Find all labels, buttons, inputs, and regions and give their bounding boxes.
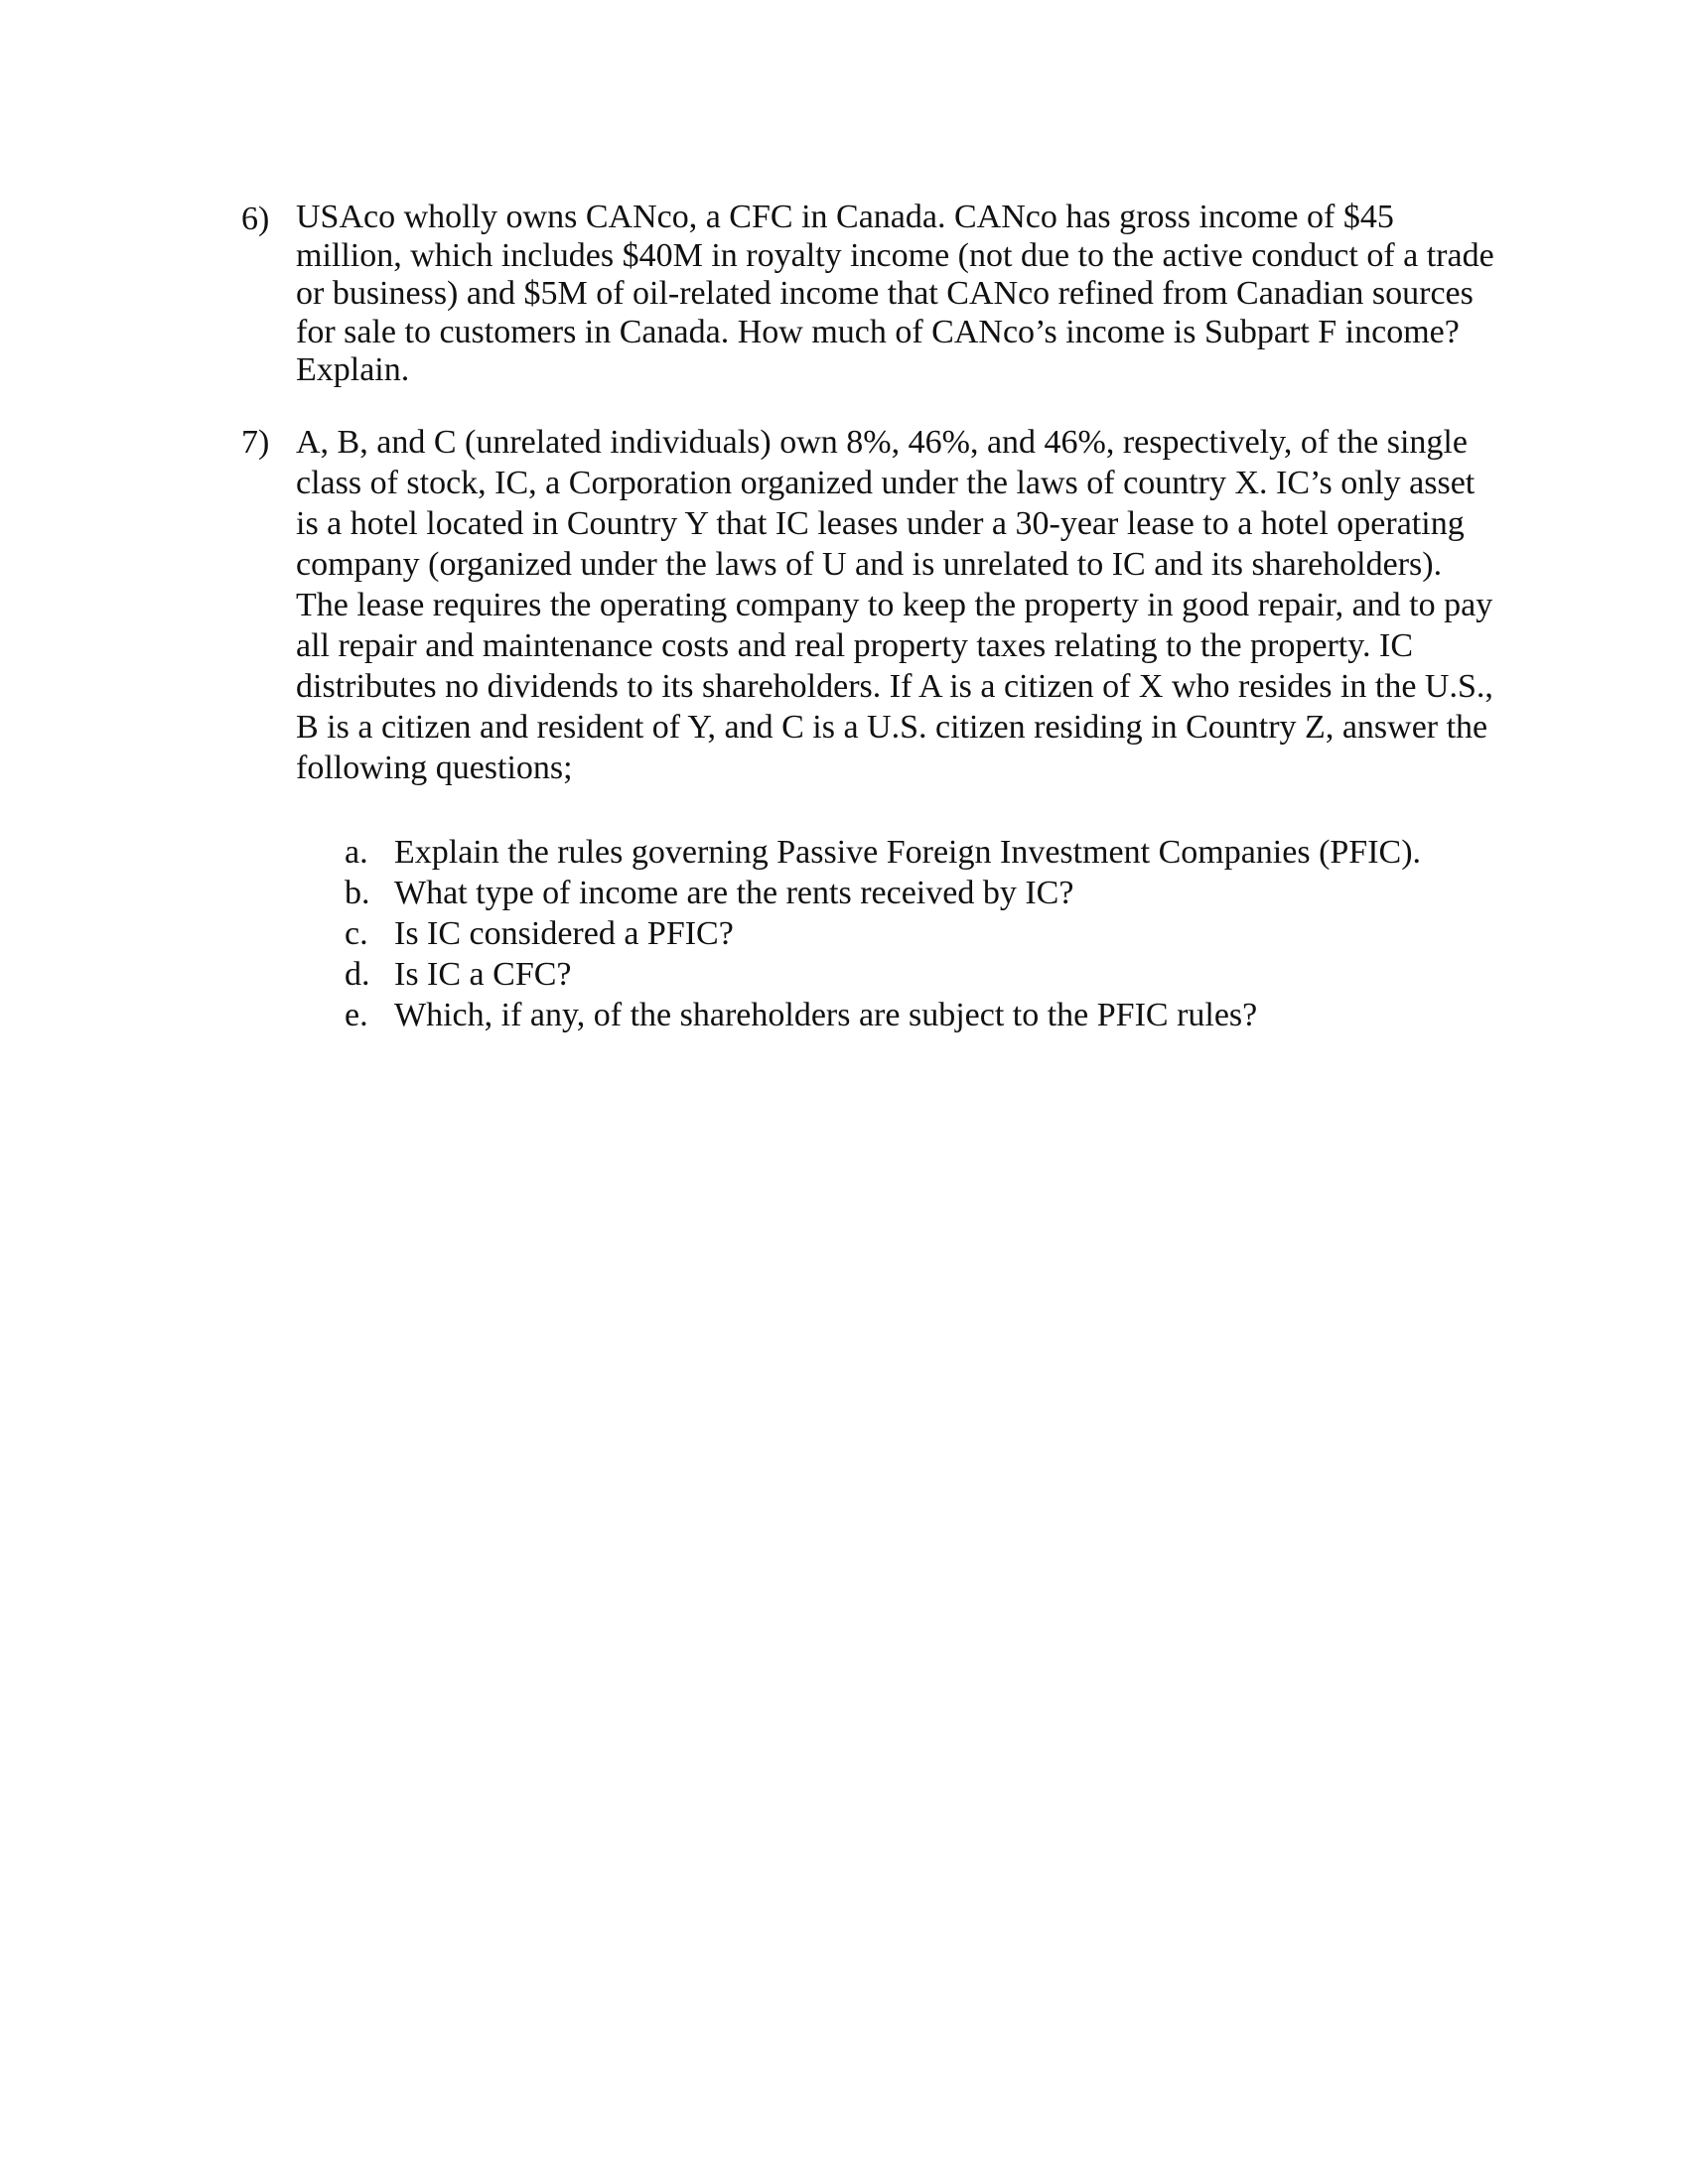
question-text-line: USAco wholly owns CANco, a CFC in Canada. CANco has gross income of $45 [296,199,1394,235]
question-number: 7) [241,424,270,461]
question-text-line: distributes no dividends to its shareholders. If A is a citizen of X who resides in the U.S., [296,668,1493,705]
question-text-line: A, B, and C (unrelated individuals) own 8%, 46%, and 46%, respectively, of the single [296,424,1468,461]
question-text-line: class of stock, IC, a Corporation organized under the laws of country X. IC’s only asset [296,465,1476,501]
list-item-text: Which, if any, of the shareholders are subject to the PFIC rules? [394,997,1258,1033]
list-item-marker: b. [345,875,370,911]
question-text-line: company (organized under the laws of U and is unrelated to IC and its shareholders). [296,546,1443,583]
question-text-line: following questions; [296,750,573,786]
question-text-line: million, which includes $40M in royalty income (not due to the active conduct of a trade [296,236,1494,274]
question-7-subitems [345,832,1536,1050]
question-text-line: Explain. [296,351,410,388]
list-item-marker: c. [345,915,368,952]
question-text-line: The lease requires the operating company to keep the property in good repair, and to pay [296,587,1493,623]
list-item-marker: e. [345,997,368,1033]
list-item-text: Is IC considered a PFIC? [394,915,734,952]
list-item-text: Is IC a CFC? [394,956,572,993]
question-text-line: B is a citizen and resident of Y, and C is a U.S. citizen residing in Country Z, answer the [296,709,1488,746]
list-item-marker: d. [345,956,370,993]
question-text-line: all repair and maintenance costs and real property taxes relating to the property. IC [296,627,1414,664]
list-item-text: Explain the rules governing Passive Foreign Investment Companies (PFIC). [394,834,1422,871]
question-text-line: for sale to customers in Canada. How much of CANco’s income is Subpart F income? [296,313,1460,350]
list-item-text: What type of income are the rents received by IC? [394,875,1074,911]
list-item-marker: a. [345,834,368,871]
question-text-line: or business) and $5M of oil-related income that CANco refined from Canadian sources [296,275,1474,312]
question-number: 6) [241,201,270,237]
question-text-line: is a hotel located in Country Y that IC leases under a 30-year lease to a hotel operating [296,505,1465,542]
